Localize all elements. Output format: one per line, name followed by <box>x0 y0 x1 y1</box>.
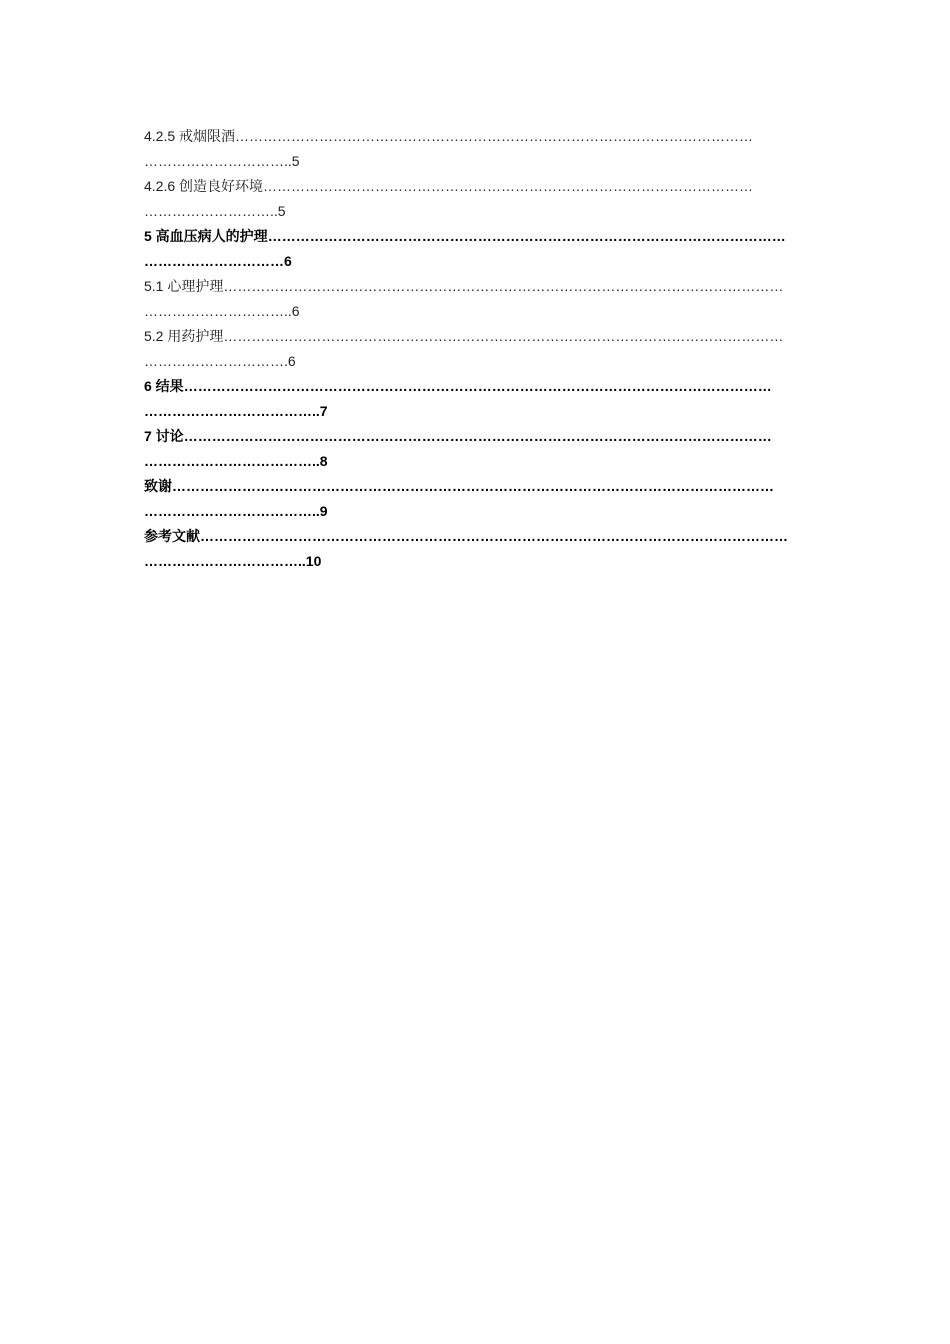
toc-leader-dots: ………………………………………………………………………………………………… <box>267 228 786 244</box>
toc-page-number: 6 <box>284 253 292 269</box>
toc-leader-dots: ……………………………………………………………………………………………………………… <box>200 528 788 544</box>
toc-page-number: ..6 <box>284 303 300 319</box>
toc-entry[interactable] <box>144 474 806 524</box>
toc-leader-dots: …………………………… <box>144 553 298 569</box>
toc-page-number: ..9 <box>312 503 328 519</box>
toc-entry-label: 4.2.5 戒烟限酒 <box>144 128 236 144</box>
toc-leader-dots: ……………………………… <box>144 503 312 519</box>
toc-leader-dots: ………………………………………………………………………………………………………… <box>223 328 784 344</box>
toc-entry[interactable] <box>144 174 806 224</box>
toc-page-number: ….6 <box>270 353 296 369</box>
toc-entry-label: 4.2.6 创造良好环境 <box>144 178 264 194</box>
toc-entry[interactable] <box>144 524 806 574</box>
toc-page-number: ..7 <box>312 403 328 419</box>
toc-leader-dots: ……………………………………………………………………………………………………………… <box>183 428 772 444</box>
toc-leader-dots: ………………………………………………………………………………………………… <box>235 128 754 144</box>
toc-leader-dots: ………………………… <box>144 153 284 169</box>
toc-leader-dots: ………………………… <box>144 303 284 319</box>
toc-leader-dots: ………………………………………………………………………………………………………… <box>223 278 784 294</box>
toc-entry[interactable] <box>144 324 806 374</box>
toc-entry[interactable] <box>144 424 806 474</box>
toc-entry-label: 5.1 心理护理 <box>144 278 224 294</box>
toc-entry-label: 5 高血压病人的护理 <box>144 228 268 244</box>
toc-entry-label: 参考文献 <box>144 528 200 544</box>
toc-leader-dots: ……………………………… <box>144 403 312 419</box>
toc-entry[interactable] <box>144 124 806 174</box>
toc-entry[interactable] <box>144 224 806 274</box>
toc-leader-dots: ……………………………… <box>144 453 312 469</box>
toc-entry[interactable] <box>144 274 806 324</box>
toc-leader-dots: …………………………………………………………………………………………… <box>263 178 754 194</box>
toc-page-number: ..8 <box>312 453 328 469</box>
toc-leader-dots: ……………………… <box>144 203 270 219</box>
toc-entry-label: 7 讨论 <box>144 428 184 444</box>
toc-leader-dots: ………………………… <box>144 253 284 269</box>
toc-leader-dots: ……………………… <box>144 353 270 369</box>
toc-page-number: ..5 <box>270 203 286 219</box>
toc-entry-label: 5.2 用药护理 <box>144 328 224 344</box>
toc-entry[interactable] <box>144 374 806 424</box>
toc-leader-dots: ……………………………………………………………………………………………………………… <box>183 378 772 394</box>
table-of-contents <box>144 124 806 574</box>
toc-leader-dots: ………………………………………………………………………………………………………………… <box>172 478 774 494</box>
toc-entry-label: 6 结果 <box>144 378 184 394</box>
toc-page-number: ..5 <box>284 153 300 169</box>
toc-entry-label: 致谢 <box>144 478 172 494</box>
toc-page-number: ..10 <box>298 553 322 569</box>
